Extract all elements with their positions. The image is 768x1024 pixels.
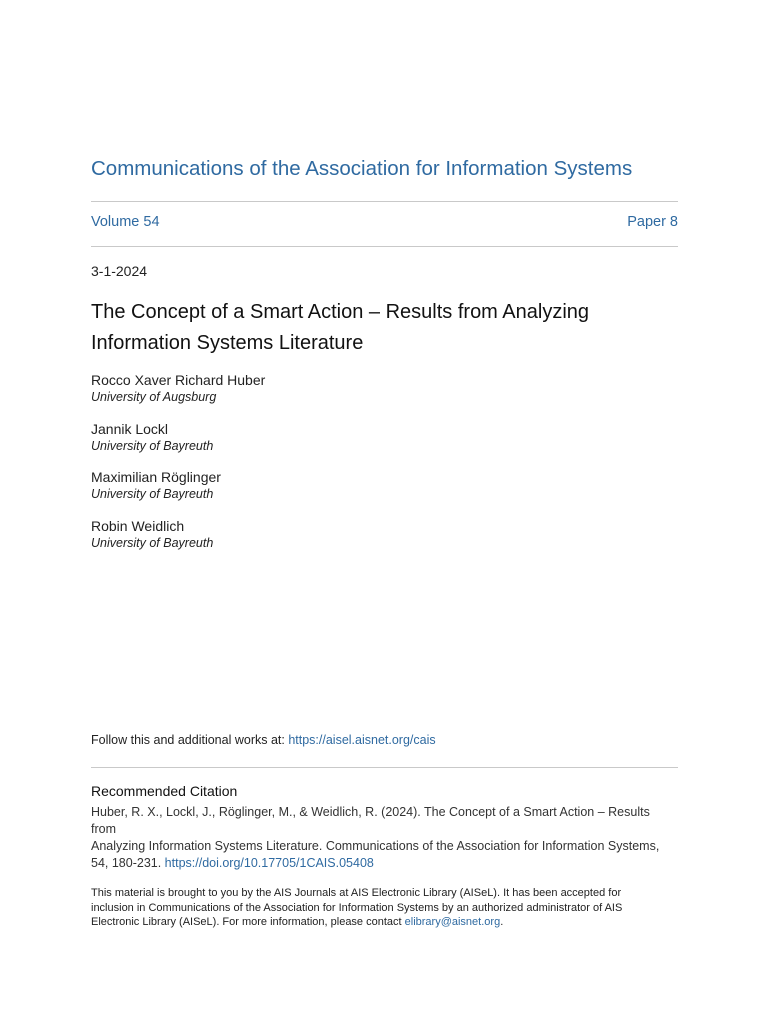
footer-notice (91, 886, 678, 930)
volume-link[interactable]: Volume 54 (91, 214, 160, 230)
author-list (91, 372, 265, 566)
author-name[interactable]: Rocco Xaver Richard Huber (91, 372, 266, 388)
paper-title-line-2: Information Systems Literature (91, 332, 364, 354)
author-entry (91, 421, 265, 470)
paper-title[interactable] (91, 297, 678, 359)
paper-number-link[interactable]: Paper 8 (627, 214, 678, 230)
author-name[interactable]: Maximilian Röglinger (91, 469, 221, 485)
author-entry (91, 469, 265, 518)
footer-line-2: inclusion in Communications of the Association for Information Systems by an authorized administrator of AIS (91, 901, 623, 914)
author-entry (91, 372, 265, 421)
author-affiliation: University of Bayreuth (91, 535, 214, 550)
citation-line-1: Huber, R. X., Lockl, J., Röglinger, M., & Weidlich, R. (2024). The Concept of a Smart Action – Results from (91, 805, 650, 836)
citation-pages: 54, 180-231. (91, 856, 165, 870)
paper-title-line-1: The Concept of a Smart Action – Results from Analyzing (91, 301, 590, 323)
follow-line (91, 733, 436, 747)
footer-line-1: This material is brought to you by the AIS Journals at AIS Electronic Library (AISeL). It has been accepted for (91, 887, 622, 899)
footer-period: . (500, 916, 504, 928)
citation-text (91, 804, 678, 872)
author-affiliation: University of Bayreuth (91, 438, 214, 453)
author-name[interactable]: Robin Weidlich (91, 517, 185, 534)
publication-date: 3-1-2024 (91, 263, 148, 279)
footer-contact-text: Electronic Library (AISeL). For more information, please contact (91, 916, 405, 928)
citation-divider (91, 767, 678, 768)
collection-link[interactable]: https://aisel.aisnet.org/cais (288, 733, 436, 747)
author-name[interactable]: Jannik Lockl (91, 420, 169, 437)
top-divider (91, 201, 678, 202)
doi-link[interactable]: https://doi.org/10.17705/1CAIS.05408 (164, 856, 374, 870)
citation-line-2: Analyzing Information Systems Literature. Communications of the Association for Information Systems, (91, 839, 660, 853)
author-entry (91, 518, 265, 567)
issue-divider (91, 246, 678, 247)
journal-title-link[interactable]: Communications of the Association for Information Systems (91, 157, 633, 180)
contact-email-link[interactable]: elibrary@aisnet.org (404, 916, 501, 928)
citation-line-3 (91, 855, 678, 872)
recommended-citation-heading: Recommended Citation (91, 783, 238, 799)
author-affiliation: University of Augsburg (91, 390, 217, 404)
footer-line-3 (91, 915, 678, 930)
follow-text: Follow this and additional works at: (91, 733, 289, 747)
issue-row (91, 214, 678, 230)
author-affiliation: University of Bayreuth (91, 487, 214, 501)
